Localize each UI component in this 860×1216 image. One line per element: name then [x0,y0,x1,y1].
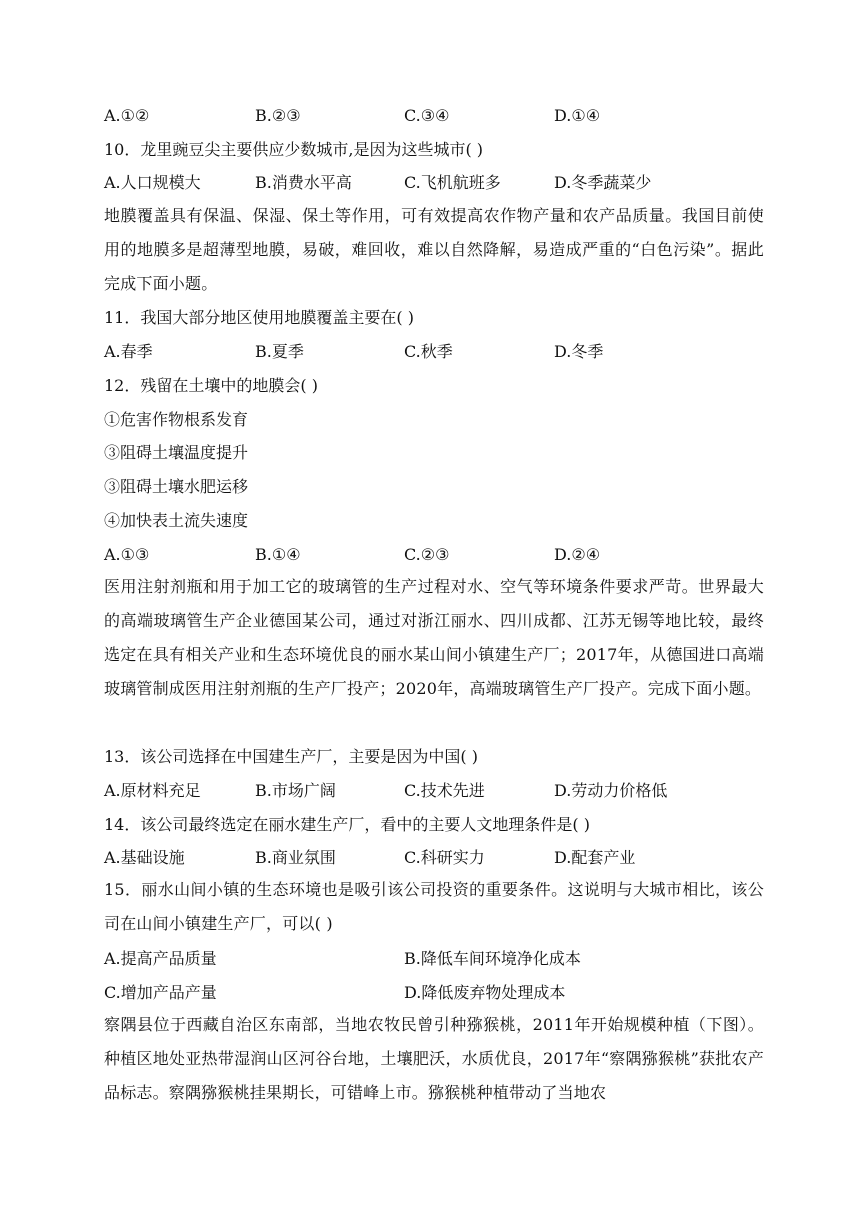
q12-item-1: ①危害作物根系发育 [104,410,249,429]
q12-item-2: ③阻碍土壤温度提升 [104,443,249,462]
q15-option-c[interactable]: C.增加产品产量 [104,983,217,1002]
q9-option-c[interactable]: C.③④ [404,106,450,125]
q15-option-b[interactable]: B.降低车间环境净化成本 [404,949,581,968]
q13-option-b[interactable]: B.市场广阔 [255,781,336,800]
q11-option-c[interactable]: C.秋季 [404,342,453,361]
q13-option-c[interactable]: C.技术先进 [404,781,485,800]
q12-item-3: ③阻碍土壤水肥运移 [104,477,249,496]
passage-plastic-film: 地膜覆盖具有保温、保湿、保土等作用，可有效提高农作物产量和农产品质量。我国目前使用的地膜多是超薄型地膜，易破，难回收，难以自然降解，易造成严重的“白色污染”。据此完成下面小题。 [104,206,764,293]
q12-option-b[interactable]: B.①④ [255,545,301,564]
q15-stem: 15．丽水山间小镇的生态环境也是吸引该公司投资的重要条件。这说明与大城市相比，该公司在山间小镇建生产厂，可以( ) [104,880,764,933]
q14-option-c[interactable]: C.科研实力 [404,848,485,867]
q9-option-d[interactable]: D.①④ [554,106,601,125]
q11-stem: 11．我国大部分地区使用地膜覆盖主要在( ) [104,308,414,327]
q15-option-d[interactable]: D.降低废弃物处理成本 [404,983,566,1002]
q13-option-d[interactable]: D.劳动力价格低 [554,781,668,800]
q14-option-a[interactable]: A.基础设施 [104,848,185,867]
q11-option-d[interactable]: D.冬季 [554,342,604,361]
q12-stem: 12．残留在土壤中的地膜会( ) [104,376,318,395]
q12-option-c[interactable]: C.②③ [404,545,450,564]
q12-option-d[interactable]: D.②④ [554,545,601,564]
q12-item-4: ④加快表土流失速度 [104,511,249,530]
q12-option-a[interactable]: A.①③ [104,545,150,564]
q10-option-d[interactable]: D.冬季蔬菜少 [554,173,652,192]
q13-option-a[interactable]: A.原材料充足 [104,781,201,800]
q14-option-d[interactable]: D.配套产业 [554,848,636,867]
q10-stem: 10．龙里豌豆尖主要供应少数城市,是因为这些城市( ) [104,140,484,159]
q10-option-a[interactable]: A.人口规模大 [104,173,201,192]
q9-option-b[interactable]: B.②③ [255,106,301,125]
q13-stem: 13．该公司选择在中国建生产厂，主要是因为中国( ) [104,747,478,766]
q15-option-a[interactable]: A.提高产品质量 [104,949,217,968]
q11-option-a[interactable]: A.春季 [104,342,153,361]
q14-option-b[interactable]: B.商业氛围 [255,848,336,867]
q10-option-b[interactable]: B.消费水平高 [255,173,352,192]
passage-kiwifruit: 察隅县位于西藏自治区东南部，当地农牧民曾引种猕猴桃，2011年开始规模种植（下图）。种植区地处亚热带湿润山区河谷台地，土壤肥沃，水质优良，2017年“察隅猕猴桃”获批农产品标志。察隅猕猴桃挂果期长，可错峰上市。猕猴桃种植带动了当地农 [104,1015,764,1102]
q11-option-b[interactable]: B.夏季 [255,342,304,361]
passage-glass-tube: 医用注射剂瓶和用于加工它的玻璃管的生产过程对水、空气等环境条件要求严苛。世界最大的高端玻璃管生产企业德国某公司，通过对浙江丽水、四川成都、江苏无锡等地比较，最终选定在具有相关产业和生态环境优良的丽水某山间小镇建生产厂；2017年，从德国进口高端玻璃管制成医用注射剂瓶的生产厂投产；2020年，高端玻璃管生产厂投产。完成下面小题。 [104,577,764,698]
q10-option-c[interactable]: C.飞机航班多 [404,173,501,192]
q9-option-a[interactable]: A.①② [104,106,150,125]
q14-stem: 14．该公司最终选定在丽水建生产厂，看中的主要人文地理条件是( ) [104,815,590,834]
